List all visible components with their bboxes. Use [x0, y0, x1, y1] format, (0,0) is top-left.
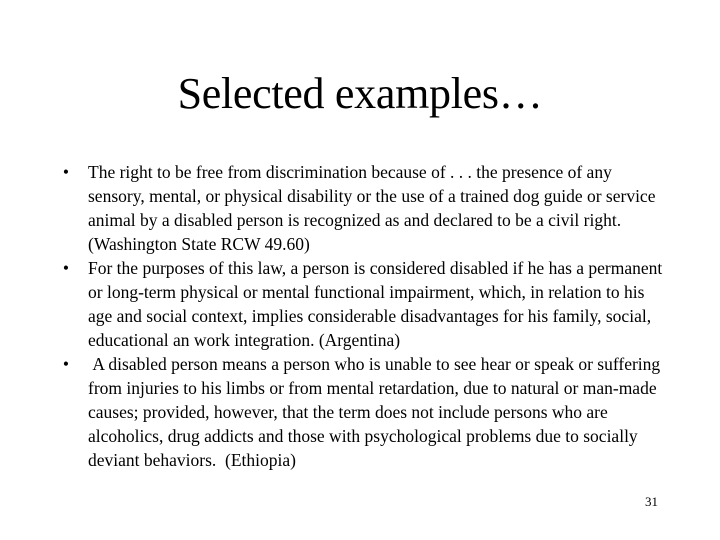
bullet-item-washington — [56, 160, 666, 256]
bullet-marker: • — [62, 354, 70, 374]
bullet-list — [56, 160, 666, 472]
bullet-text: The right to be free from discrimination because of . . . the presence of any sensory, mental, or physical disability or the use of a trained dog guide or service animal by a disabled person is recognized as and declared to be a civil right. (Washington State RCW 49.60) — [88, 162, 656, 254]
bullet-marker: • — [62, 258, 70, 278]
bullet-item-argentina — [56, 256, 666, 352]
bullet-text: A disabled person means a person who is unable to see hear or speak or suffering from injuries to his limbs or from mental retardation, due to natural or man-made causes; provided, however, that the term does not include persons who are alcoholics, drug addicts and those with psychological problems due to socially deviant behaviors. (Ethiopia) — [88, 354, 665, 470]
bullet-item-ethiopia — [56, 352, 666, 472]
bullet-marker: • — [62, 162, 70, 182]
page-number: 31 — [645, 494, 658, 509]
bullet-text: For the purposes of this law, a person is considered disabled if he has a permanent or long-term physical or mental functional impairment, which, in relation to his age and social context, implies considerable disadvantages for his family, social, educational an work integration. (Argentina) — [88, 258, 663, 350]
slide-title: Selected examples… — [177, 69, 543, 118]
